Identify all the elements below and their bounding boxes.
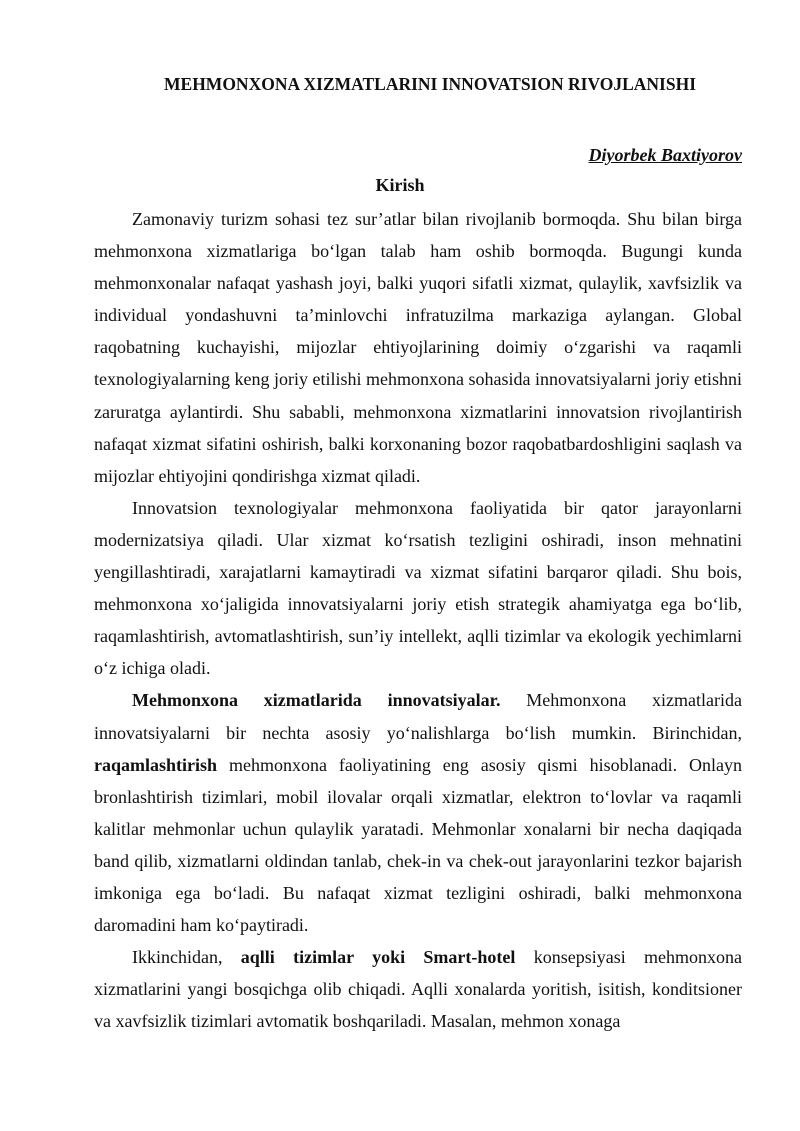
document-title: MEHMONXONA XIZMATLARINI INNOVATSION RIVOJLANISHI [164,74,697,94]
paragraph-text: Ikkinchidan, [132,947,241,968]
paragraph-intro: Zamonaviy turizm sohasi tez sur’atlar bilan rivojlanib bormoqda. Shu bilan birga mehmonxona xizmatlariga bo‘lgan talab ham oshib bormoqda. Bugungi kunda mehmonxonalar nafaqat yashash joyi, balki yuqori sifatli xizmat, qulaylik, xavfsizlik va individual yondashuvni ta’minlovchi infratuzilma markaziga aylangan. Global raqobatning kuchayishi, mijozlar ehtiyojlarining doimiy o‘zgarishi va raqamli texnologiyalarning keng joriy etilishi mehmonxona sohasida innovatsiyalarni joriy etishni zaruratga aylantirdi. Shu sababli, mehmonxona xizmatlarini innovatsion rivojlantirish nafaqat xizmat sifatini oshirish, balki korxonaning bozor raqobatbardoshligini saqlash va mijozlar ehtiyojini qondirishga xizmat qiladi. [94,209,742,486]
paragraph-lead-bold: Mehmonxona xizmatlarida innovatsiyalar. [132,690,501,711]
document-body [94,203,742,1037]
section-heading: Kirish [375,175,425,195]
paragraph-technologies: Innovatsion texnologiyalar mehmonxona faoliyatida bir qator jarayonlarni modernizatsiya qiladi. Ular xizmat ko‘rsatish tezligini oshiradi, inson mehnatini yengillashtiradi, xarajatlarni kamaytiradi va xizmat sifatini barqaror qiladi. Shu bois, mehmonxona xo‘jaligida innovatsiyalarni joriy etish strategik ahamiyatga ega bo‘lib, raqamlashtirish, avtomatlashtirish, sun’iy intellekt, aqlli tizimlar va ekologik yechimlarni o‘z ichiga oladi. [94,497,742,679]
paragraph-text: konsepsiyasi mehmonxona xizmatlarini yangi bosqichga olib chiqadi. Aqlli xonalarda yoritish, isitish, konditsioner va xavfsizlik tizimlari avtomatik boshqariladi. Masalan, mehmon xonaga [94,947,742,1032]
paragraph-smart-hotel [94,941,742,1037]
paragraph-text: Mehmonxona xizmatlarida innovatsiyalarni bir nechta asosiy yo‘nalishlarga bo‘lish mumkin. Birinchidan, [94,690,742,743]
paragraph-innovations [94,684,742,941]
term-digitalization: raqamlashtirish [94,754,218,775]
term-smart-hotel: aqlli tizimlar yoki Smart-hotel [240,947,516,968]
author-name: Diyorbek Baxtiyorov [588,145,742,165]
paragraph-text: mehmonxona faoliyatining eng asosiy qismi hisoblanadi. Onlayn bronlashtirish tizimlari, mobil ilovalar orqali xizmatlar, elektron to‘lovlar va raqamli kalitlar mehmonlar uchun qulaylik yaratadi. Mehmonlar xonalarni bir necha daqiqada band qilib, xizmatlarni oldindan tanlab, chek-in va chek-out jarayonlarini tezkor bajarish imkoniga ega bo‘ladi. Bu nafaqat xizmat tezligini oshiradi, balki mehmonxona daromadini ham ko‘paytiradi. [94,754,742,936]
